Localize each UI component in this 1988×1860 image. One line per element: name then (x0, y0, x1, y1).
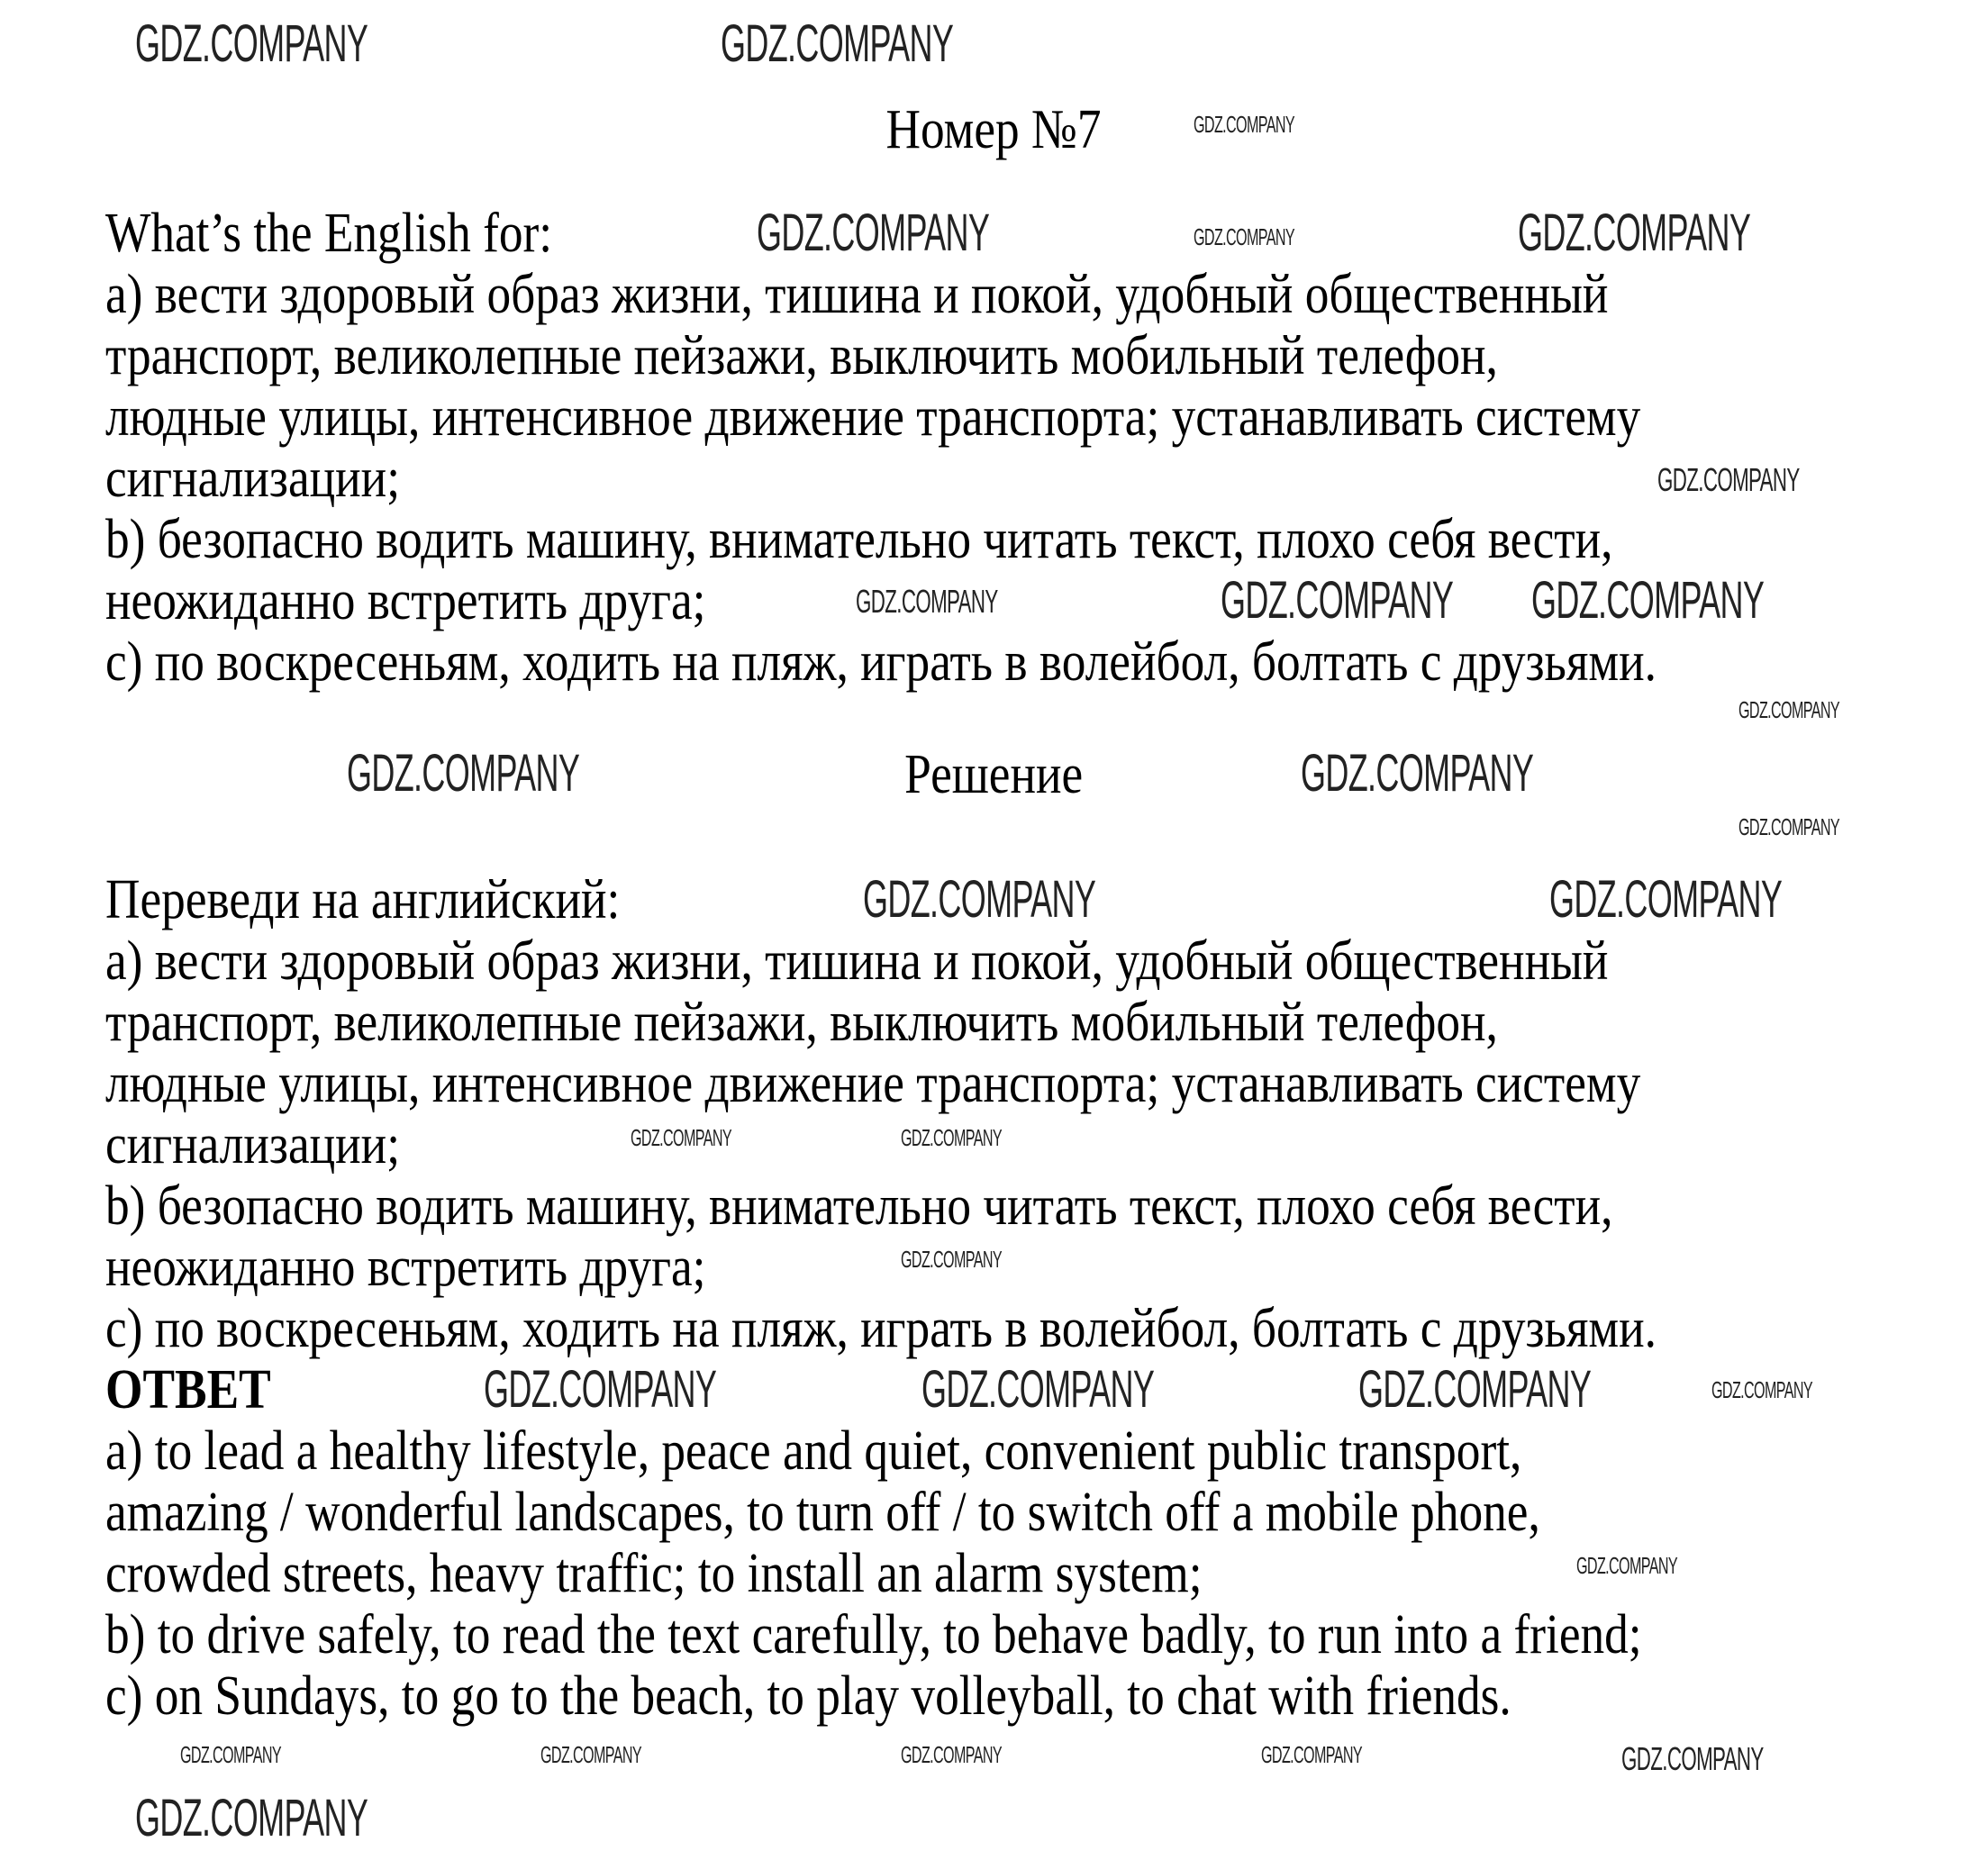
watermark: GDZ.COMPANY (1518, 204, 1751, 262)
answer-line: b) to drive safely, to read the text carefully, to behave badly, to run into a friend; (105, 1604, 1642, 1665)
watermark: GDZ.COMPANY (1738, 813, 1839, 840)
watermark: GDZ.COMPANY (1738, 696, 1839, 723)
watermark: GDZ.COMPANY (901, 1741, 1002, 1768)
watermark: GDZ.COMPANY (1711, 1376, 1812, 1403)
solution-line: неожиданно встретить друга; (105, 1237, 706, 1298)
solution-line: сигнализации; (105, 1114, 401, 1175)
watermark: GDZ.COMPANY (757, 204, 990, 262)
watermark: GDZ.COMPANY (1358, 1360, 1592, 1419)
watermark: GDZ.COMPANY (1657, 461, 1800, 498)
watermark: GDZ.COMPANY (484, 1360, 717, 1419)
solution-heading (0, 744, 1988, 805)
watermark: GDZ.COMPANY (135, 1789, 368, 1847)
watermark: GDZ.COMPANY (1261, 1741, 1362, 1768)
watermark: GDZ.COMPANY (1221, 571, 1454, 630)
answer-line: amazing / wonderful landscapes, to turn off / to switch off a mobile phone, (105, 1482, 1540, 1543)
watermark: GDZ.COMPANY (1194, 223, 1294, 250)
task-line: людные улицы, интенсивное движение транспорта; устанавливать систему (105, 386, 1641, 448)
watermark: GDZ.COMPANY (1549, 870, 1783, 929)
task-line: a) вести здоровый образ жизни, тишина и покой, удобный общественный (105, 264, 1609, 325)
solution-block (105, 869, 1909, 1727)
watermark: GDZ.COMPANY (1301, 744, 1534, 803)
watermark: GDZ.COMPANY (863, 870, 1096, 929)
watermark: GDZ.COMPANY (1621, 1740, 1764, 1777)
watermark: GDZ.COMPANY (901, 1246, 1002, 1273)
solution-heading-text: Решение (904, 744, 1084, 805)
solution-line: a) вести здоровый образ жизни, тишина и покой, удобный общественный (105, 930, 1609, 992)
watermark: GDZ.COMPANY (631, 1124, 731, 1151)
task-line: неожиданно встретить друга; (105, 570, 706, 631)
watermark: GDZ.COMPANY (901, 1124, 1002, 1151)
answer-label: ОТВЕТ (105, 1359, 271, 1420)
page-title (0, 99, 1988, 160)
answer-line: a) to lead a healthy lifestyle, peace and quiet, convenient public transport, (105, 1420, 1522, 1482)
solution-line: транспорт, великолепные пейзажи, выключить мобильный телефон, (105, 992, 1498, 1053)
watermark: GDZ.COMPANY (721, 14, 954, 73)
watermark: GDZ.COMPANY (540, 1741, 641, 1768)
solution-intro: Переведи на английский: (105, 869, 621, 930)
task-line: сигнализации; (105, 448, 401, 509)
watermark: GDZ.COMPANY (180, 1741, 281, 1768)
solution-line: c) по воскресеньям, ходить на пляж, играть в волейбол, болтать с друзьями. (105, 1298, 1657, 1359)
task-line: c) по воскресеньям, ходить на пляж, играть в волейбол, болтать с друзьями. (105, 631, 1657, 693)
watermark: GDZ.COMPANY (135, 14, 368, 73)
watermark: GDZ.COMPANY (856, 583, 998, 620)
watermark: GDZ.COMPANY (1531, 571, 1765, 630)
watermark: GDZ.COMPANY (1576, 1552, 1677, 1579)
watermark: GDZ.COMPANY (347, 744, 580, 803)
answer-line: crowded streets, heavy traffic; to install an alarm system; (105, 1543, 1203, 1604)
solution-line: b) безопасно водить машину, внимательно читать текст, плохо себя вести, (105, 1175, 1613, 1237)
answer-line: c) on Sundays, to go to the beach, to play volleyball, to chat with friends. (105, 1665, 1511, 1727)
page-title-text: Номер №7 (885, 99, 1103, 160)
watermark: GDZ.COMPANY (1194, 111, 1294, 138)
solution-line: людные улицы, интенсивное движение транспорта; устанавливать систему (105, 1053, 1641, 1114)
watermark: GDZ.COMPANY (921, 1360, 1155, 1419)
task-line: транспорт, великолепные пейзажи, выключить мобильный телефон, (105, 325, 1498, 386)
task-line: b) безопасно водить машину, внимательно читать текст, плохо себя вести, (105, 509, 1613, 570)
task-heading: What’s the English for: (105, 203, 553, 264)
